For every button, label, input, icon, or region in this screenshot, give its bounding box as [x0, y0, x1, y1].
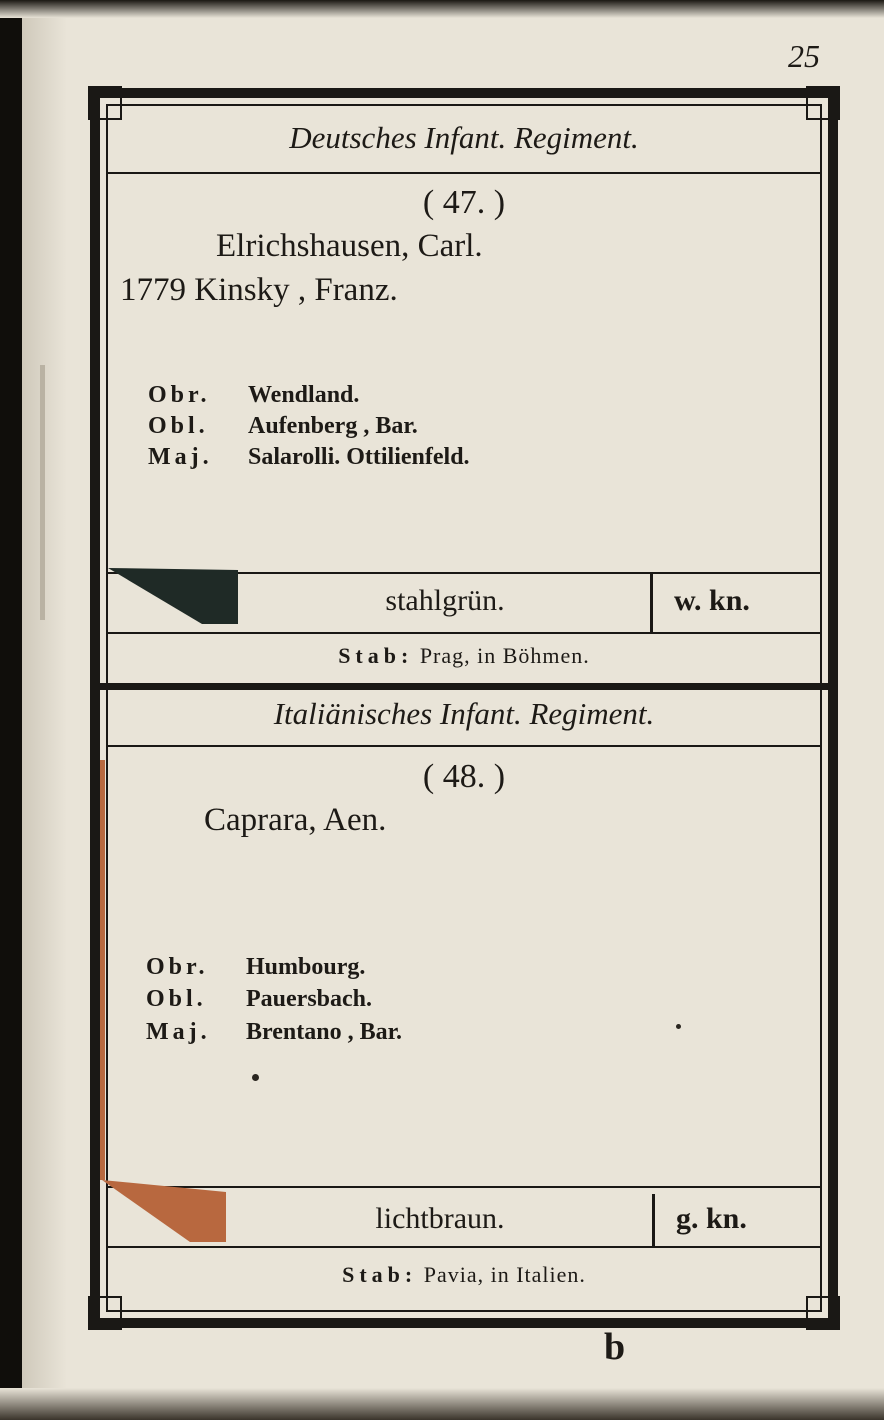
- signature-mark: b: [604, 1326, 626, 1368]
- regiment-owner: Caprara, Aen.: [204, 802, 387, 838]
- facing-color: lichtbraun.: [375, 1202, 505, 1235]
- bottom-edge-shadow: [0, 1388, 884, 1420]
- column-divider: [652, 1194, 655, 1246]
- rule: [106, 632, 822, 634]
- binding-shadow: [0, 0, 22, 1420]
- staff-location: Stab: Prag, in Böhmen.: [338, 643, 590, 668]
- facing-color-swatch: [106, 566, 240, 626]
- regiment-owner: Elrichshausen, Carl.: [216, 228, 483, 264]
- ink-speck: [252, 1074, 259, 1081]
- facing-color-swatch: [100, 1178, 230, 1244]
- owner-name: Kinsky , Franz.: [194, 272, 398, 308]
- regiment-number: ( 47. ): [422, 184, 506, 221]
- officer-row: Maj. Salarolli. Ottilienfeld.: [148, 444, 470, 470]
- ink-speck: [676, 1024, 681, 1029]
- regiment-number: ( 48. ): [422, 758, 506, 795]
- officer-row: Obr. Wendland.: [148, 382, 360, 408]
- rule: [106, 172, 822, 174]
- button-type: g. kn.: [676, 1202, 747, 1235]
- staff-location: Stab: Pavia, in Italien.: [342, 1262, 586, 1287]
- column-divider: [650, 574, 653, 632]
- page-number: 25: [788, 38, 820, 74]
- facing-color-edge: [100, 760, 105, 1180]
- officer-row: Maj. Brentano , Bar.: [146, 1019, 403, 1045]
- officer-row: Obr. Humbourg.: [146, 954, 366, 980]
- regiment-heading: Italiänisches Infant. Regiment.: [273, 696, 655, 731]
- owner-year: 1779: [120, 272, 186, 308]
- button-type: w. kn.: [674, 584, 750, 617]
- facing-color: stahlgrün.: [385, 584, 505, 617]
- gutter-edge: [40, 365, 45, 620]
- rule: [106, 745, 822, 747]
- rule: [106, 1246, 822, 1248]
- entry-separator: [100, 683, 828, 690]
- officer-row: Obl. Aufenberg , Bar.: [148, 413, 418, 439]
- regiment-heading: Deutsches Infant. Regiment.: [289, 120, 639, 155]
- gutter: [22, 0, 67, 1420]
- regiment-owner: [120, 272, 398, 309]
- top-edge-shadow: [0, 0, 884, 18]
- officer-row: Obl. Pauersbach.: [146, 986, 372, 1012]
